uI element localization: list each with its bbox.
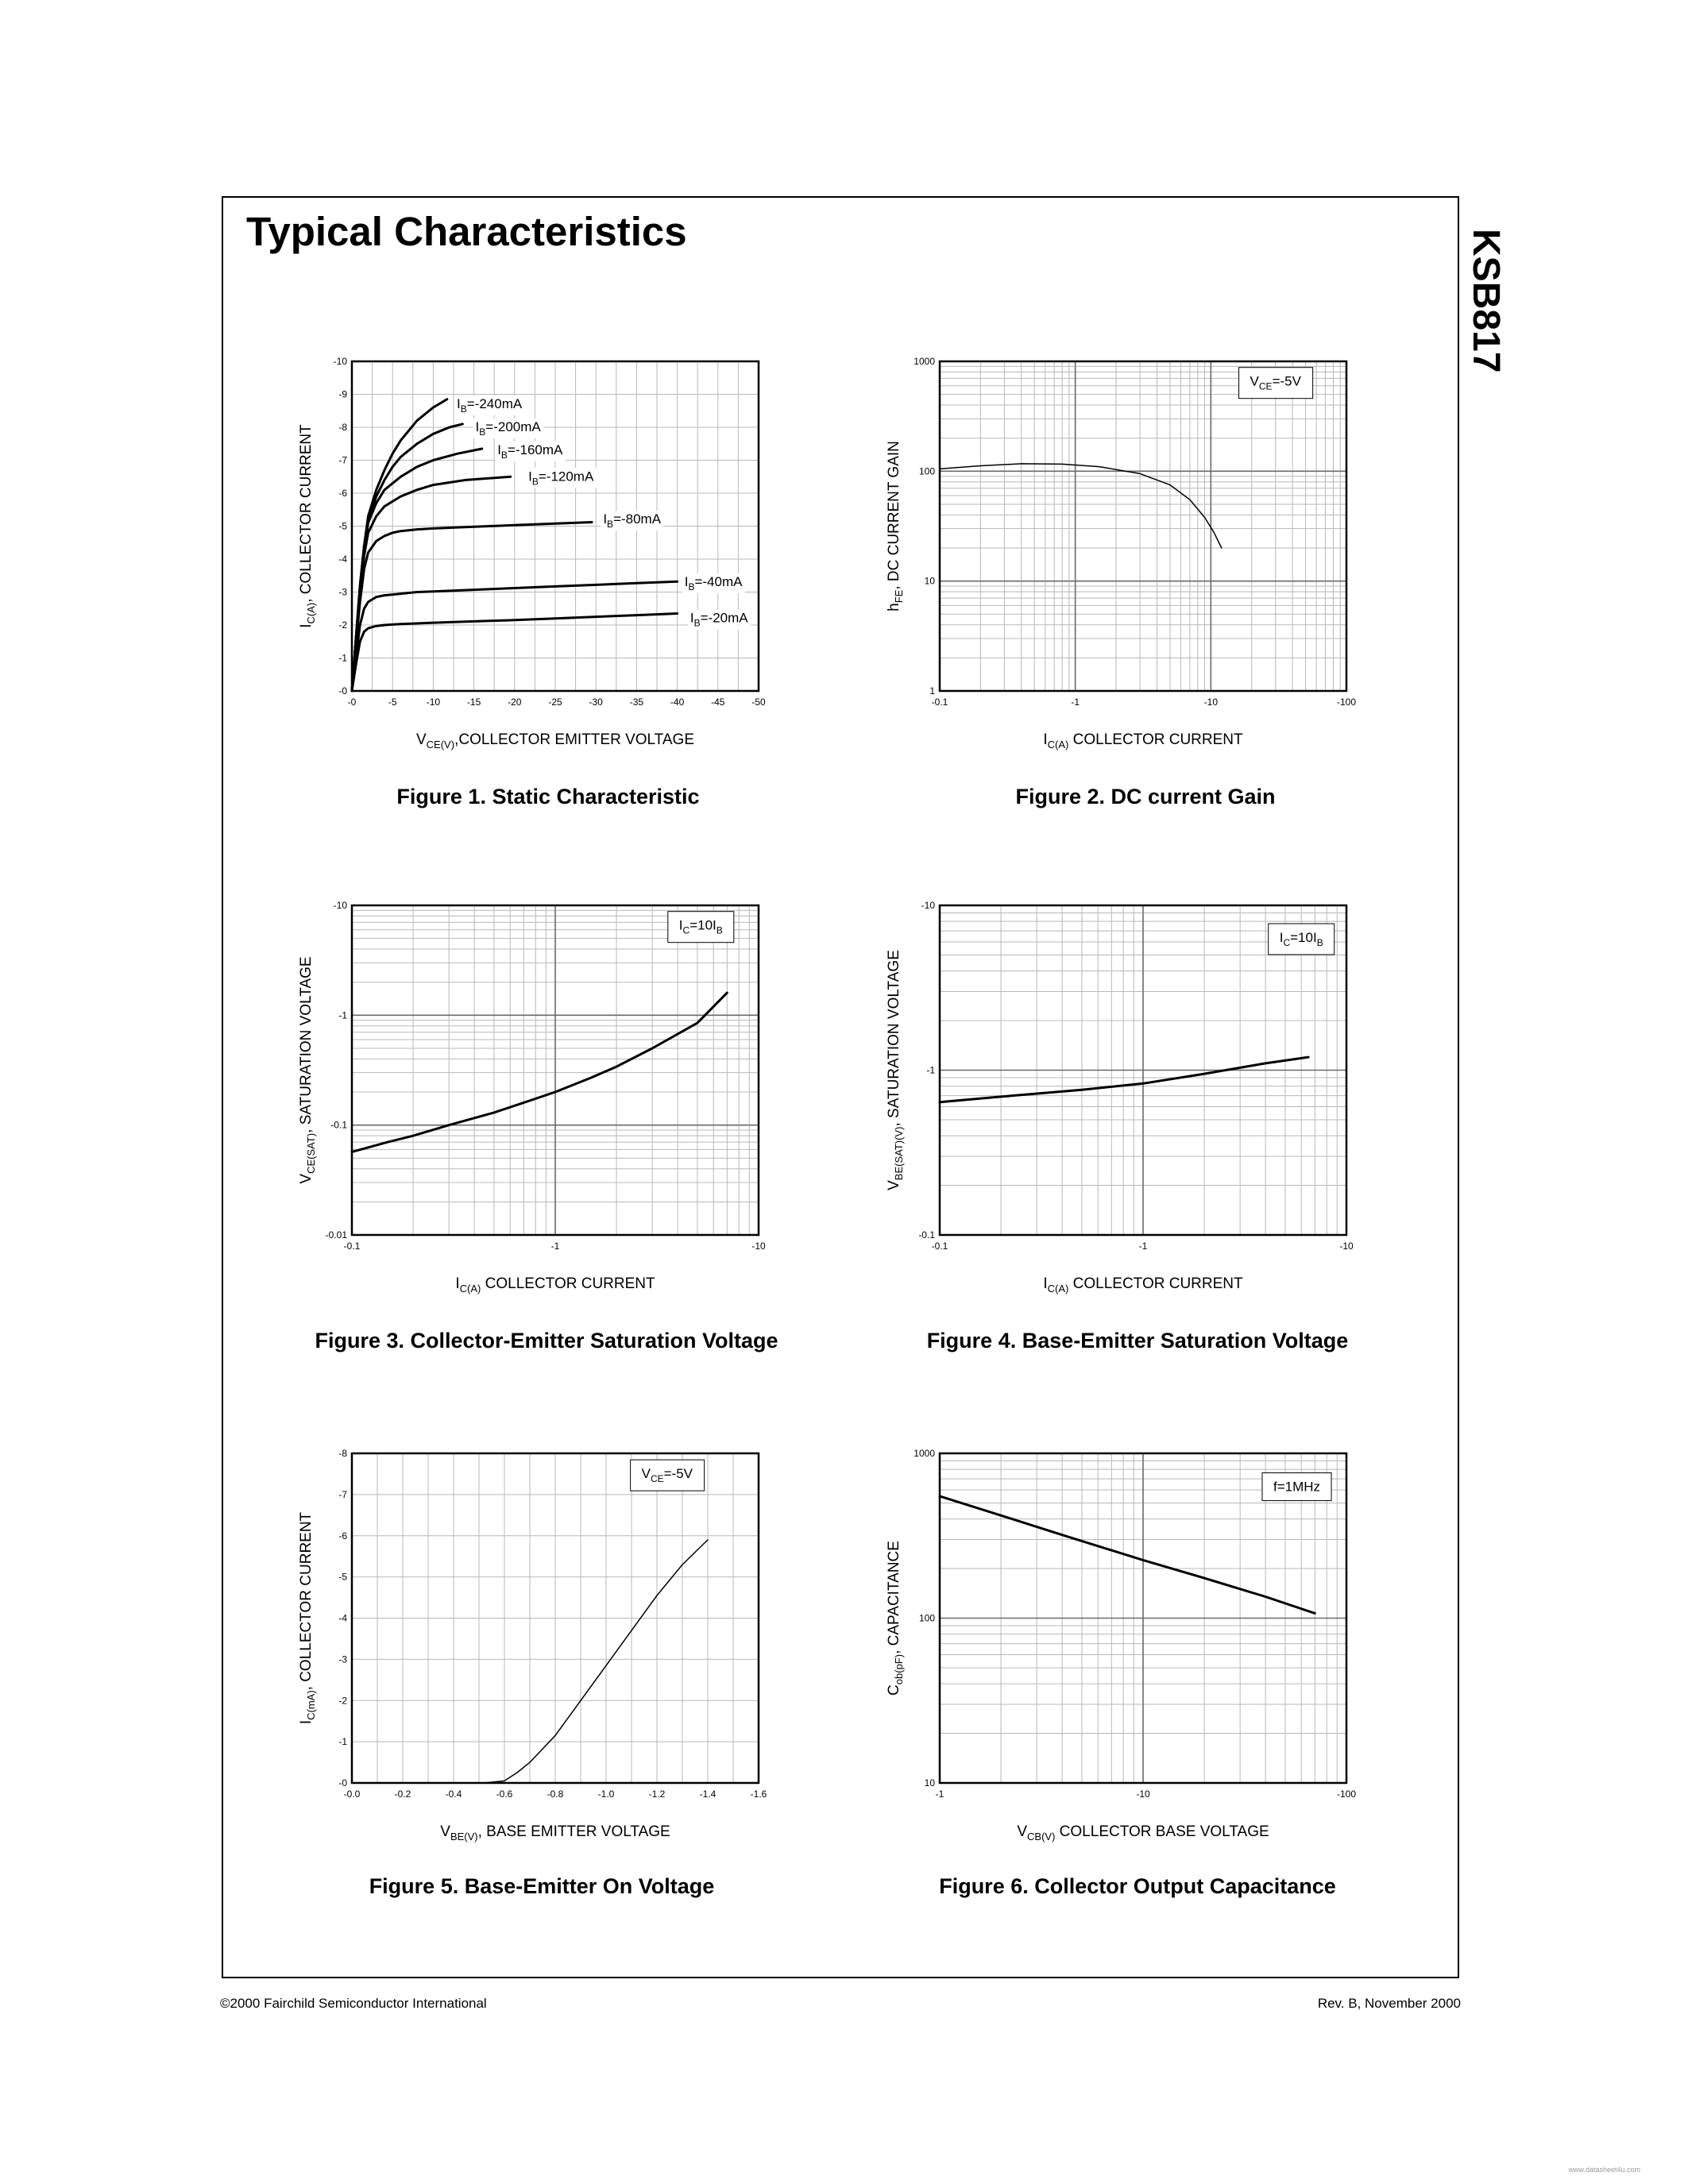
footer-watermark: www.datasheet4u.com: [1568, 2166, 1640, 2174]
x-tick-label: -0.0: [343, 1788, 361, 1800]
y-axis-label: $I_{C(mA)}$, COLLECTOR CURRENT: [298, 1511, 317, 1725]
x-tick-label: -1: [550, 1241, 560, 1252]
x-tick-label: -1.0: [597, 1788, 615, 1800]
y-tick-label: 1000: [914, 1448, 935, 1459]
y-tick-label: -0.1: [330, 1119, 347, 1131]
x-tick-label: -10: [751, 1241, 766, 1252]
footer-revision: Rev. B, November 2000: [1317, 1996, 1461, 2011]
figure-3-caption: Figure 3. Collector-Emitter Saturation Voltage: [315, 1329, 778, 1352]
series-label: $I_B=-200mA$: [475, 419, 541, 438]
series-line-1: [352, 424, 462, 691]
y-axis-label: $V_{CE(SAT)}$, SATURATION VOLTAGE: [298, 956, 317, 1184]
grid: [352, 361, 759, 691]
y-tick-label: -0: [338, 1777, 347, 1788]
figure-2-chart: [882, 349, 1374, 762]
x-tick-label: -0.1: [343, 1241, 361, 1252]
series-line-4: [352, 523, 592, 692]
y-tick-label: -0.1: [918, 1229, 935, 1241]
y-tick-label: 1: [929, 685, 935, 696]
y-tick-label: -0: [338, 685, 347, 696]
tick-labels: [914, 356, 1356, 708]
footer-copyright: ©2000 Fairchild Semiconductor International: [220, 1996, 487, 2011]
page-title: Typical Characteristics: [246, 209, 687, 254]
series-label: $I_B=-240mA$: [457, 396, 523, 415]
y-tick-label: 10: [924, 575, 935, 587]
y-tick-label: 100: [918, 465, 935, 477]
x-tick-label: -0.1: [931, 1241, 948, 1252]
series-label: $I_B=-20mA$: [689, 610, 748, 629]
x-tick-label: -35: [629, 696, 644, 708]
x-tick-label: -1.4: [699, 1788, 717, 1800]
figure-4-caption: Figure 4. Base-Emitter Saturation Voltage: [926, 1329, 1349, 1352]
y-tick-label: -7: [338, 1488, 347, 1500]
grid: [352, 905, 759, 1235]
y-tick-label: -5: [338, 1571, 347, 1583]
x-tick-label: -0: [347, 696, 357, 708]
x-tick-label: -1: [935, 1788, 944, 1800]
series-line-0: [940, 1496, 1315, 1614]
y-tick-label: -4: [338, 1612, 347, 1624]
grid: [940, 1453, 1346, 1783]
annotation-text: $I_C=10I_B$: [1279, 930, 1323, 949]
x-tick-label: -1.6: [750, 1788, 767, 1800]
annotation-text: $V_{CE}=-5V$: [641, 1466, 693, 1485]
x-tick-label: -0.8: [547, 1788, 564, 1800]
y-tick-label: -4: [338, 554, 347, 565]
annotation-text: f=1MHz: [1273, 1479, 1321, 1495]
y-tick-label: -10: [333, 356, 347, 367]
x-tick-label: -100: [1336, 696, 1357, 708]
series-line-0: [484, 1540, 708, 1783]
figure-6-caption: Figure 6. Collector Output Capacitance: [939, 1874, 1336, 1898]
y-tick-label: 100: [918, 1612, 935, 1624]
series-label: $I_B=-160mA$: [497, 442, 563, 461]
x-axis-label: $V_{CE(V)},COLLECTOR$ EMITTER VOLTAGE: [415, 731, 695, 751]
y-tick-label: -5: [338, 520, 347, 532]
y-tick-label: -7: [338, 454, 347, 466]
figure-3-chart: [294, 893, 786, 1306]
figure-6-chart: [882, 1441, 1374, 1854]
x-tick-label: -20: [508, 696, 522, 708]
figure-4-chart: [882, 893, 1374, 1306]
figure-5-caption: Figure 5. Base-Emitter On Voltage: [369, 1874, 715, 1898]
x-tick-label: -0.4: [445, 1788, 462, 1800]
y-tick-label: -10: [333, 900, 347, 911]
y-tick-label: -0.01: [325, 1229, 347, 1241]
y-tick-label: -10: [921, 900, 935, 911]
y-tick-label: 10: [924, 1777, 935, 1788]
y-axis-label: $C_{ob(pF)}$, CAPACITANCE: [886, 1541, 905, 1696]
x-tick-label: -0.1: [931, 696, 948, 708]
y-tick-label: -1: [338, 1736, 347, 1748]
x-tick-label: -5: [388, 696, 397, 708]
series-label: $I_B=-120mA$: [528, 469, 594, 488]
figure-5-chart: [294, 1441, 786, 1854]
y-tick-label: -6: [338, 488, 347, 499]
figure-1-chart: [294, 349, 786, 762]
series-line-3: [352, 477, 511, 691]
x-tick-label: -40: [670, 696, 685, 708]
series-label: $I_B=-80mA$: [603, 511, 662, 531]
y-axis-label: $V_{BE(SAT)(V)}$, SATURATION VOLTAGE: [886, 950, 905, 1190]
x-tick-label: -25: [548, 696, 562, 708]
y-axis-label: $I_{C(A)}$, COLLECTOR CURRENT: [298, 424, 317, 628]
x-tick-label: -45: [711, 696, 725, 708]
y-tick-label: 1000: [914, 356, 935, 367]
y-tick-label: -9: [338, 388, 347, 400]
x-axis-label: $I_{C(A)}$ COLLECTOR CURRENT: [455, 1275, 655, 1295]
y-tick-label: -1: [926, 1064, 935, 1076]
series-label: $I_B=-40mA$: [684, 574, 743, 593]
part-number-label: KSB817: [1465, 229, 1507, 373]
y-tick-label: -1: [338, 652, 347, 664]
x-axis-label: $V_{BE(V)}$, BASE EMITTER VOLTAGE: [440, 1823, 670, 1843]
x-tick-label: -10: [1339, 1241, 1354, 1252]
x-tick-label: -1: [1138, 1241, 1148, 1252]
x-tick-label: -0.2: [394, 1788, 411, 1800]
y-tick-label: -6: [338, 1530, 347, 1542]
y-tick-label: -8: [338, 422, 347, 433]
x-tick-label: -50: [751, 696, 766, 708]
annotation-text: $V_{CE}=-5V$: [1250, 373, 1301, 392]
x-tick-label: -10: [426, 696, 441, 708]
y-tick-label: -3: [338, 1653, 347, 1665]
x-tick-label: -100: [1336, 1788, 1357, 1800]
plot-frame: [940, 361, 1346, 691]
figure-2-caption: Figure 2. DC current Gain: [1015, 785, 1276, 808]
x-tick-label: -10: [1136, 1788, 1150, 1800]
x-tick-label: -30: [589, 696, 603, 708]
y-tick-label: -8: [338, 1448, 347, 1459]
figure-1-caption: Figure 1. Static Characteristic: [396, 785, 700, 808]
series-line-2: [352, 449, 482, 691]
x-axis-label: $I_{C(A)}$ COLLECTOR CURRENT: [1043, 1275, 1243, 1295]
y-tick-label: -1: [338, 1009, 347, 1021]
y-tick-label: -2: [338, 619, 347, 631]
x-tick-label: -10: [1203, 696, 1219, 708]
x-tick-label: -15: [466, 696, 481, 708]
y-axis-label: $h_{FE}$, DC CURRENT GAIN: [886, 441, 905, 612]
grid: [940, 361, 1346, 691]
y-tick-label: -2: [338, 1695, 347, 1707]
x-tick-label: -1.2: [648, 1788, 666, 1800]
x-tick-label: -1: [1071, 696, 1080, 708]
x-axis-label: $I_{C(A)}$ COLLECTOR CURRENT: [1043, 731, 1243, 751]
x-axis-label: $V_{CB(V)}$ COLLECTOR BASE VOLTAGE: [1017, 1823, 1269, 1843]
grid: [352, 1453, 759, 1783]
x-tick-label: -0.6: [496, 1788, 513, 1800]
annotation-text: $I_C=10I_B$: [678, 917, 723, 936]
y-tick-label: -3: [338, 586, 347, 598]
